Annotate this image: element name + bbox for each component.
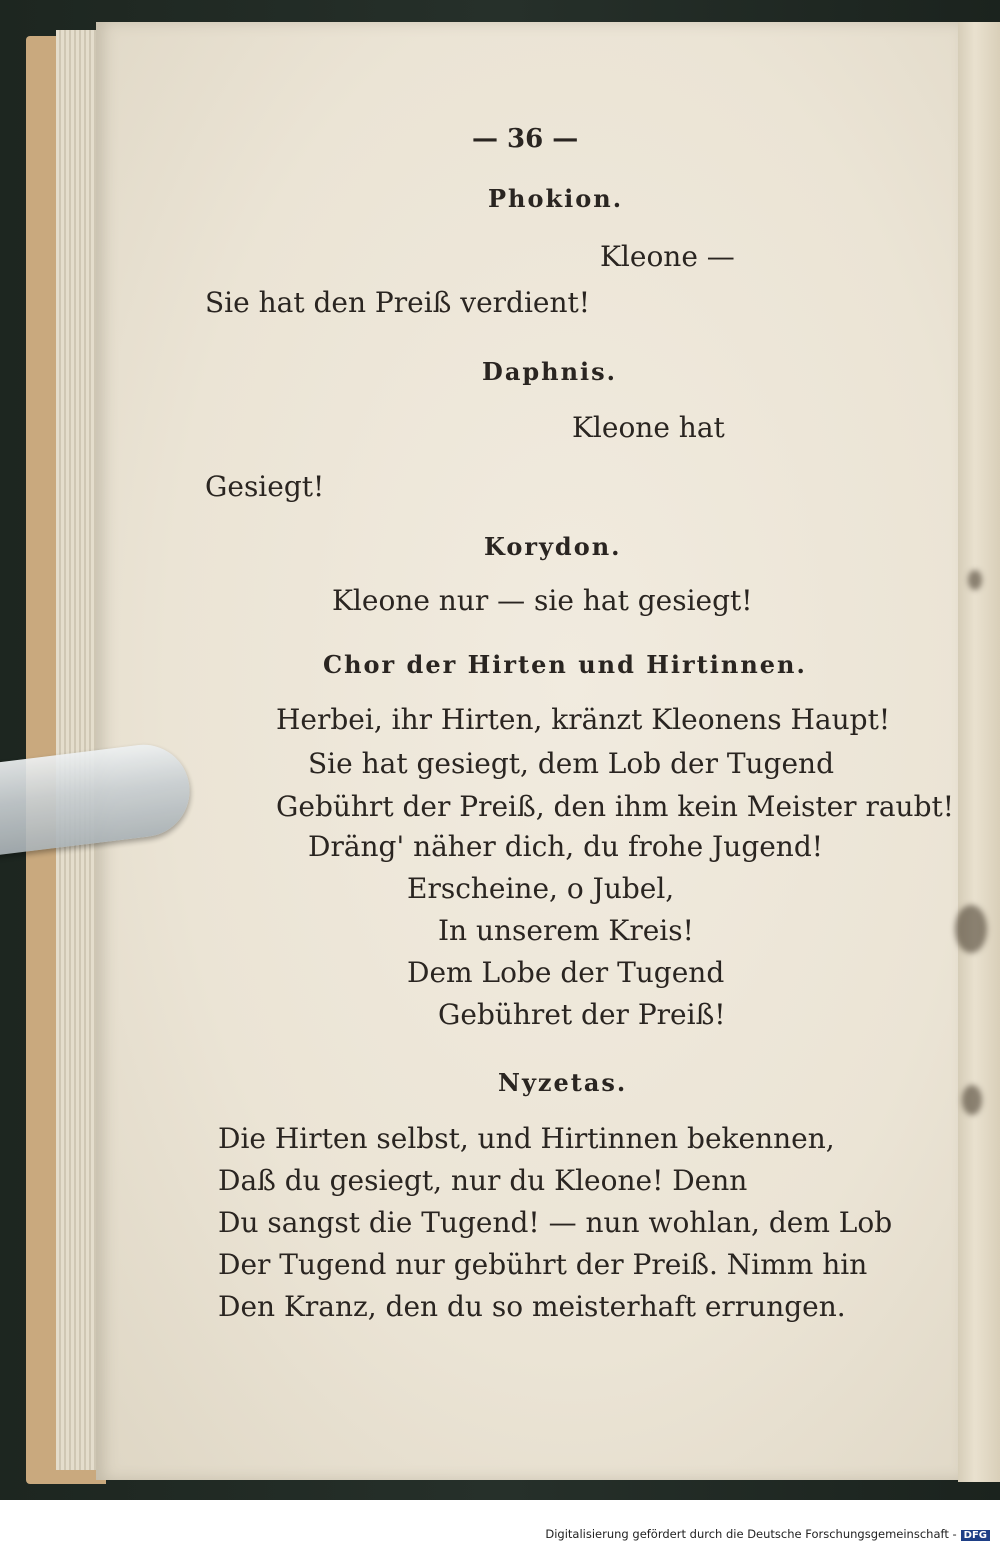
verse-line: Gebühret der Preiß! <box>438 998 726 1031</box>
digitization-credit <box>545 1527 990 1541</box>
verse-line: Gebührt der Preiß, den ihm kein Meister raubt! <box>276 790 955 823</box>
speaker-name: Nyzetas. <box>498 1068 628 1097</box>
dialogue-line: Gesiegt! <box>205 470 325 503</box>
page-number: — 36 — <box>472 124 579 154</box>
speaker-name: Korydon. <box>484 532 622 561</box>
dialogue-line: Der Tugend nur gebührt der Preiß. Nimm hin <box>218 1248 868 1281</box>
dialogue-line: Kleone hat <box>572 411 725 444</box>
dialogue-line: Kleone — <box>600 240 735 273</box>
verse-line: Dräng' näher dich, du frohe Jugend! <box>308 830 824 863</box>
dialogue-line: Den Kranz, den du so meisterhaft errungen. <box>218 1290 846 1323</box>
dialogue-line: Daß du gesiegt, nur du Kleone! Denn <box>218 1164 748 1197</box>
facing-page-edge <box>958 22 1000 1482</box>
ink-stain <box>955 905 987 953</box>
speaker-name: Chor der Hirten und Hirtinnen. <box>323 650 807 679</box>
verse-line: Sie hat gesiegt, dem Lob der Tugend <box>308 747 835 780</box>
verse-line: Erscheine, o Jubel, <box>407 872 675 905</box>
dialogue-line: Die Hirten selbst, und Hirtinnen bekennen, <box>218 1122 835 1155</box>
verse-line: Herbei, ihr Hirten, kränzt Kleonens Haupt! <box>276 703 891 736</box>
credit-text: Digitalisierung gefördert durch die Deutsche Forschungsgemeinschaft - <box>545 1527 957 1541</box>
speaker-name: Daphnis. <box>482 357 618 386</box>
verse-line: Dem Lobe der Tugend <box>407 956 725 989</box>
dfg-logo: DFG <box>961 1530 990 1541</box>
dialogue-line: Kleone nur — sie hat gesiegt! <box>332 584 753 617</box>
verse-line: In unserem Kreis! <box>438 914 694 947</box>
dialogue-line: Sie hat den Preiß verdient! <box>205 286 591 319</box>
speaker-name: Phokion. <box>488 184 624 213</box>
ink-stain <box>962 1085 982 1115</box>
dialogue-line: Du sangst die Tugend! — nun wohlan, dem Lob <box>218 1206 893 1239</box>
ink-stain <box>968 570 982 590</box>
